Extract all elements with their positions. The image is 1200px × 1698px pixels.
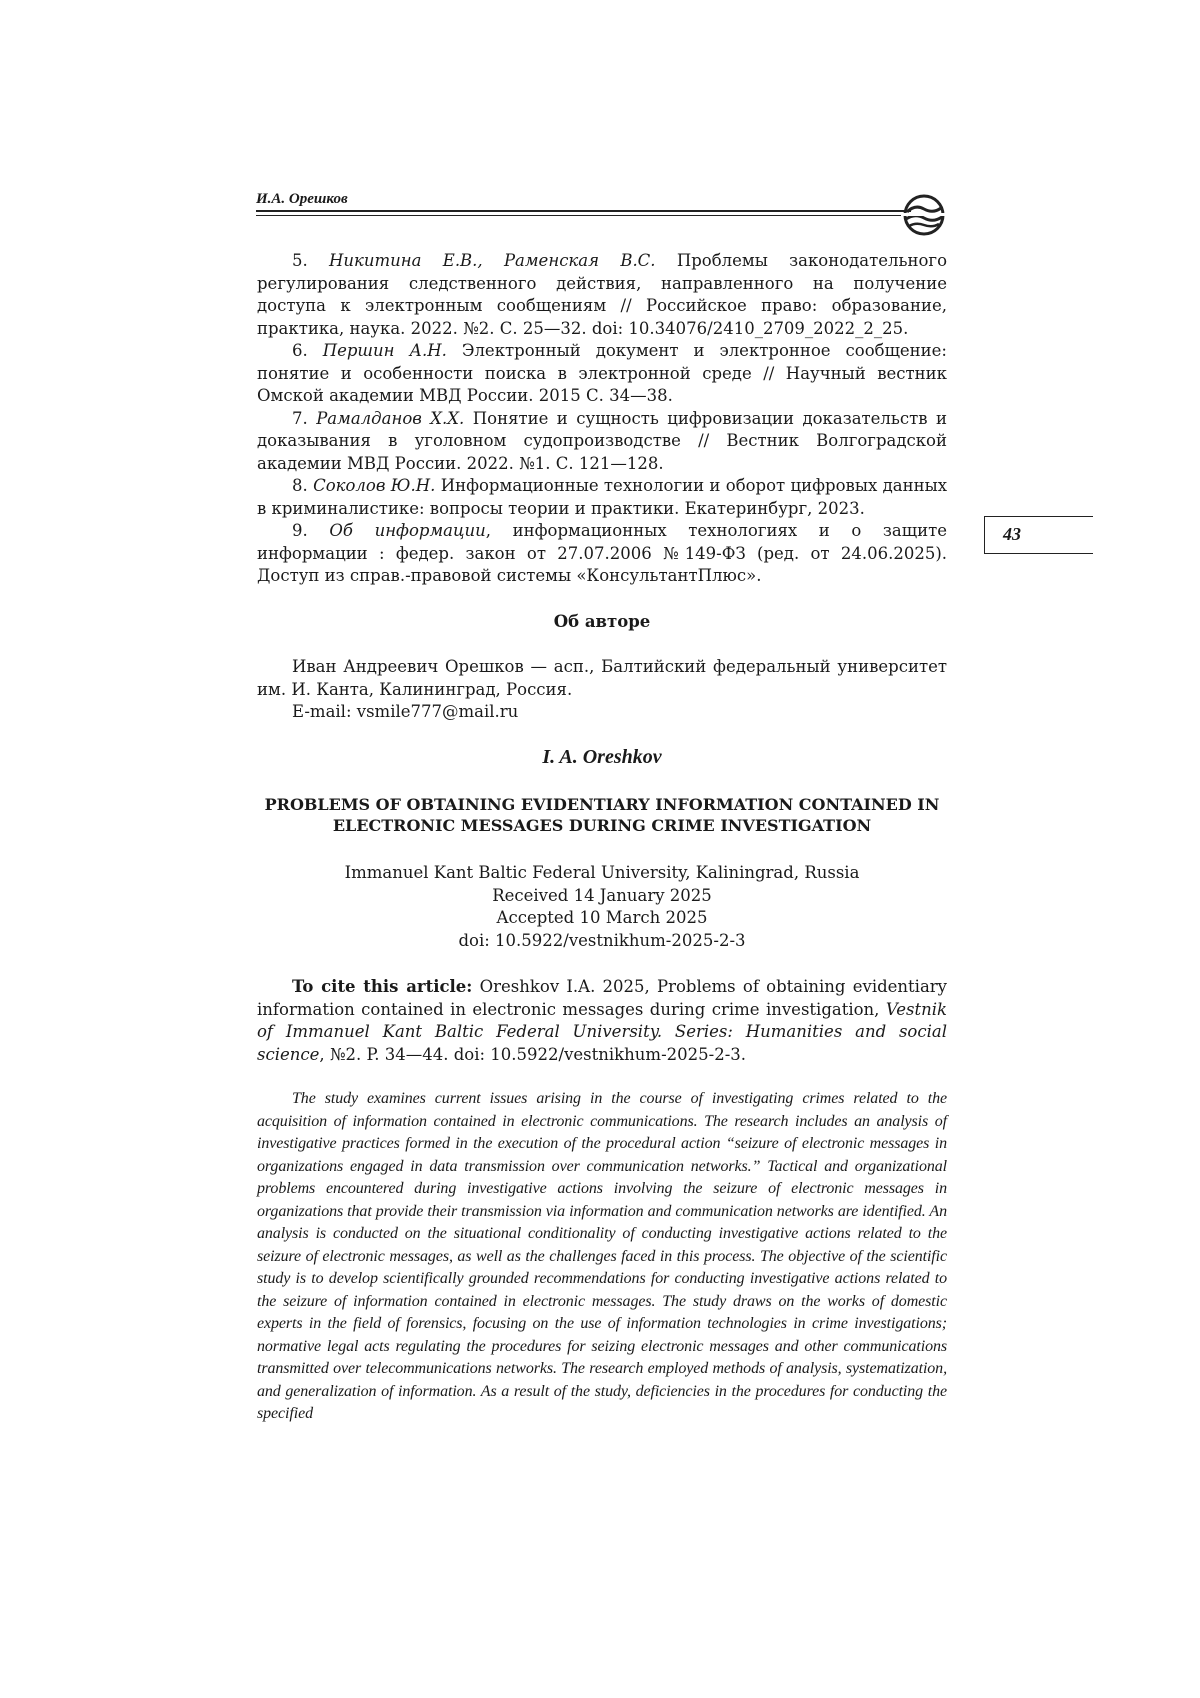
- page-number-box: [984, 516, 1093, 554]
- accepted-date: Accepted 10 March 2025: [496, 908, 708, 927]
- running-header: [256, 190, 946, 208]
- citation: To cite this article: Oreshkov I.A. 2025, Problems of obtaining evidentiary information contained in electronic messages during crime investigation, Vestnik of Immanuel Kant Baltic Federal University. Series: Humanities and social science, №2. P. 34—44. doi: 10.5922/vestnikhum-2025-2-3.: [257, 977, 948, 1064]
- reference-item: 8. Соколов Ю.Н. Информационные технологии и оборот цифровых данных в криминалистике: вопросы теории и практики. Екатеринбург, 2023.: [257, 476, 948, 518]
- page-number: 43: [1003, 524, 1021, 544]
- english-title: PROBLEMS OF OBTAINING EVIDENTIARY INFORMATION CONTAINED IN ELECTRONIC MESSAGES DURING CRIME INVESTIGATION: [264, 795, 940, 835]
- about-author-title: Об авторе: [553, 612, 651, 631]
- affiliation: Immanuel Kant Baltic Federal University, Kaliningrad, Russia: [344, 863, 860, 882]
- abstract: The study examines current issues arising in the course of investigating crimes related to the acquisition of information contained in electronic communications. The research includes an analysis of investigative practices formed in the execution of the procedural action “seizure of electronic messages in organizations engaged in data transmission over communication networks.” Tactical and organizational problems encountered during investigative actions involving the seizure of electronic messages in organizations that provide their transmission via information and communication networks are identified. An analysis is conducted on the situational conditionality of conducting investigative actions related to the seizure of electronic messages, as well as the challenges faced in this process. The objective of the scientific study is to develop scientifically grounded recommendations for conducting investigative actions related to the seizure of information contained in electronic messages. The study draws on the works of domestic experts in the field of forensics, focusing on the use of information technologies in crime investigations; normative legal acts regulating the procedures for seizing electronic messages and other communications transmitted over telecommunications networks. The research employed methods of analysis, systematization, and generalization of information. As a result of the study, deficiencies in the procedures for conducting the specified: [257, 1090, 947, 1422]
- reference-item: 9. Об информации, информационных технологиях и о защите информации : федер. закон от 27.07.2006 №149-ФЗ (ред. от 24.06.2025). Доступ из справ.-правовой системы «КонсультантПлюс».: [257, 521, 947, 585]
- citation-label: To cite this article:: [292, 977, 473, 996]
- author-email: E-mail: vsmile777@mail.ru: [292, 702, 519, 721]
- received-date: Received 14 January 2025: [492, 885, 712, 905]
- reference-list: [257, 250, 947, 588]
- reference-item: 6. Першин А.Н. Электронный документ и электронное сообщение: понятие и особенности поиска в электронной среде // Научный вестник Омской академии МВД России. 2015 С. 34—38.: [257, 341, 947, 405]
- about-author-block: [257, 656, 947, 724]
- english-author: I. A. Oreshkov: [542, 746, 662, 768]
- journal-name: Vestnik of Immanuel Kant Baltic Federal University. Series: Humanities and social science: [257, 999, 947, 1064]
- journal-logo-icon: [901, 192, 947, 238]
- affiliation-block: [257, 862, 947, 952]
- reference-item: 5. Никитина Е.В., Раменская В.С. Проблемы законодательного регулирования следственного действия, направленного на получение доступа к электронным сообщениям // Российское право: образование, практика, наука. 2022. №2. С. 25—32. doi: 10.34076/2410_2709_2022_2_25.: [257, 251, 948, 338]
- doi: doi: 10.5922/vestnikhum-2025-2-3: [458, 930, 746, 950]
- reference-item: 7. Рамалданов Х.Х. Понятие и сущность цифровизации доказательств и доказывания в уголовном судопроизводстве // Вестник Волгоградской академии МВД России. 2022. №1. С. 121—128.: [257, 408, 948, 473]
- header-rule: [256, 210, 911, 216]
- header-author: И.А. Орешков: [256, 191, 348, 207]
- author-bio: Иван Андреевич Орешков — асп., Балтийский федеральный университет им. И. Канта, Калининград, Россия.: [257, 657, 947, 699]
